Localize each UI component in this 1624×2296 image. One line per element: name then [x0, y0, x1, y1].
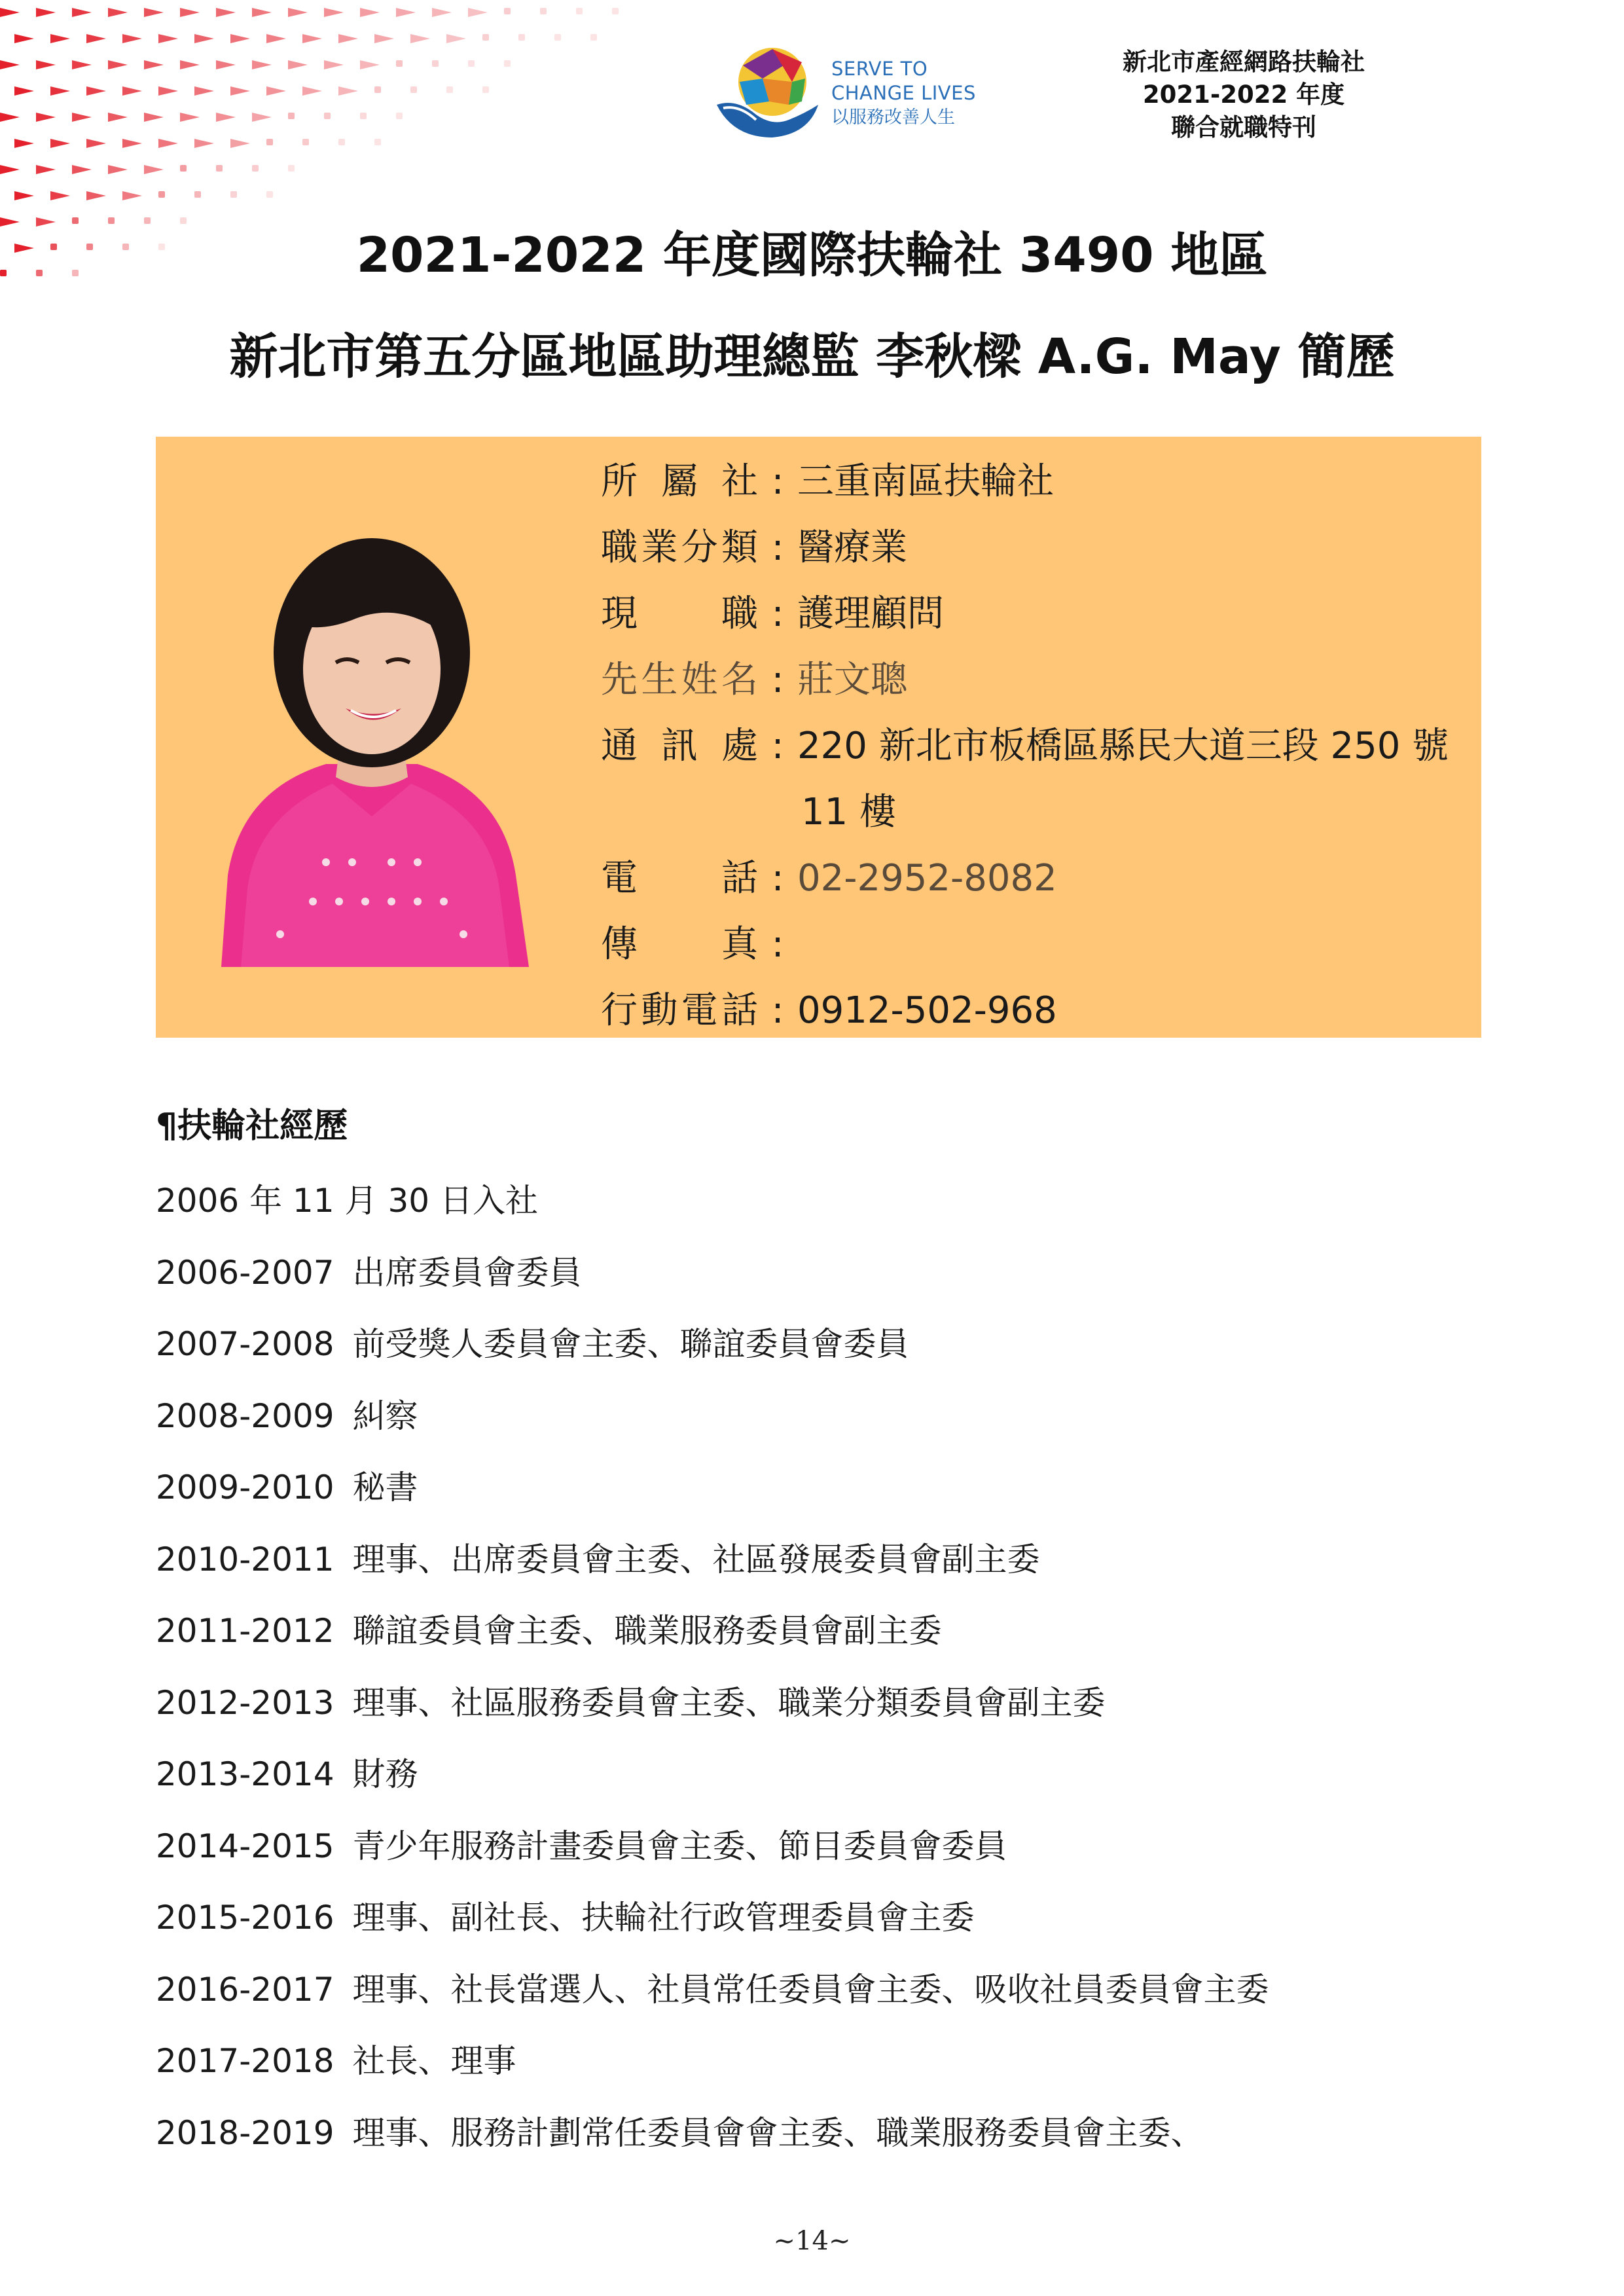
history-description: 理事、服務計劃常任委員會會主委、職業服務委員會主委、: [352, 2113, 1204, 2152]
decorative-mark: [36, 8, 56, 17]
decorative-mark: [230, 139, 250, 148]
decorative-mark: [338, 86, 358, 96]
decorative-mark: [252, 113, 272, 122]
history-item: [156, 1381, 1498, 1453]
decorative-mark: [410, 34, 430, 43]
header-year: 2021-2022 年度: [1142, 81, 1345, 109]
decorative-mark: [396, 8, 416, 17]
decorative-mark: [14, 34, 34, 43]
decorative-mark: [216, 8, 236, 17]
decorative-mark: [72, 60, 92, 69]
decorative-mark: [252, 165, 259, 172]
header-publication-info: [1060, 46, 1427, 144]
field-label: 所屬社: [601, 460, 758, 503]
decorative-mark: [216, 60, 236, 69]
decorative-mark: [86, 191, 106, 200]
decorative-mark: [0, 165, 20, 174]
history-year: 2011-2012: [156, 1612, 334, 1650]
field-label: 電話: [601, 857, 758, 900]
decorative-mark: [266, 34, 286, 43]
history-year: 2006 年 11 月 30 日入社: [156, 1182, 538, 1220]
history-item: [156, 2026, 1498, 2098]
field-value: 莊文聰: [797, 659, 907, 701]
decorative-mark: [432, 8, 452, 17]
profile-row: 現職 : 護理顧問: [601, 581, 1478, 647]
history-item: [156, 1524, 1498, 1596]
decorative-mark: [288, 8, 308, 17]
decorative-mark: [504, 8, 511, 14]
history-description: 糾察: [352, 1396, 418, 1435]
history-description: 聯誼委員會主委、職業服務委員會副主委: [352, 1612, 942, 1650]
field-value: 11 樓: [801, 791, 897, 833]
field-label: 現職: [601, 592, 758, 635]
history-year: 2013-2014: [156, 1755, 334, 1793]
decorative-mark: [612, 8, 619, 14]
decorative-mark: [122, 34, 142, 43]
decorative-mark: [324, 60, 344, 69]
history-item: [156, 2098, 1498, 2170]
decorative-mark: [360, 113, 367, 119]
decorative-mark: [72, 8, 92, 17]
rotary-history-list: [156, 1165, 1498, 2169]
history-description: 青少年服務計畫委員會主委、節目委員會委員: [352, 1827, 1007, 1865]
header-club: 新北市產經網路扶輪社: [1123, 48, 1365, 76]
history-description: 財務: [352, 1755, 418, 1793]
decorative-mark: [50, 139, 70, 148]
decorative-mark: [36, 113, 56, 122]
decorative-mark: [374, 86, 381, 93]
decorative-mark: [482, 34, 489, 41]
decorative-mark: [108, 113, 128, 122]
decorative-mark: [180, 8, 200, 17]
decorative-mark: [108, 60, 128, 69]
decorative-mark: [50, 34, 70, 43]
decorative-mark: [324, 113, 331, 119]
decorative-mark: [144, 165, 164, 174]
decorative-mark: [288, 60, 308, 69]
decorative-mark: [108, 8, 128, 17]
decorative-mark: [194, 86, 214, 96]
decorative-mark: [122, 139, 142, 148]
serve-to-change-lives-logo: [710, 43, 985, 141]
decorative-mark: [122, 86, 142, 96]
history-description: 理事、副社長、扶輪社行政管理委員會主委: [352, 1899, 975, 1937]
field-value: 醫療業: [797, 526, 907, 569]
globe-hands-icon: [710, 43, 821, 141]
field-label: 傳真: [601, 923, 758, 966]
decorative-mark: [158, 191, 165, 198]
decorative-mark: [410, 86, 417, 93]
decorative-mark: [288, 165, 295, 172]
field-value: 02-2952-8082: [797, 857, 1057, 900]
decorative-mark: [86, 139, 106, 148]
decorative-mark: [338, 34, 358, 43]
profile-row: 傳真 :: [601, 911, 1478, 977]
decorative-mark: [252, 8, 272, 17]
section-title-rotary-history: ¶扶輪社經歷: [156, 1106, 348, 1146]
decorative-mark: [252, 60, 272, 69]
profile-row: 電話 : 02-2952-8082: [601, 845, 1478, 911]
field-value: 護理顧問: [797, 592, 944, 635]
decorative-mark: [396, 113, 403, 119]
decorative-mark: [468, 8, 488, 17]
history-year: 2016-2017: [156, 1970, 334, 2009]
decorative-mark: [360, 8, 380, 17]
decorative-mark: [540, 8, 547, 14]
decorative-mark: [302, 86, 322, 96]
history-item: [156, 1811, 1498, 1883]
history-year: 2006-2007: [156, 1253, 334, 1292]
field-value: 0912-502-968: [797, 989, 1057, 1032]
decorative-mark: [338, 139, 345, 145]
field-label: 職業分類: [601, 526, 758, 569]
decorative-mark: [122, 191, 142, 200]
decorative-mark: [72, 113, 92, 122]
decorative-mark: [14, 86, 34, 96]
history-item: [156, 1667, 1498, 1740]
history-year: 2007-2008: [156, 1325, 334, 1363]
history-description: 理事、出席委員會主委、社區發展委員會副主委: [352, 1540, 1040, 1578]
decorative-mark: [266, 139, 273, 145]
history-year: 2017-2018: [156, 2042, 334, 2080]
decorative-mark: [144, 8, 164, 17]
decorative-mark: [72, 165, 92, 174]
decorative-mark: [230, 34, 250, 43]
decorative-mark: [554, 34, 561, 41]
decorative-mark: [230, 191, 237, 198]
profile-box: [156, 437, 1481, 1038]
decorative-mark: [180, 113, 200, 122]
decorative-mark: [158, 86, 178, 96]
profile-row: 行動電話 : 0912-502-968: [601, 977, 1478, 1044]
field-label: 先生姓名: [601, 659, 758, 701]
history-item: [156, 1165, 1498, 1237]
history-year: 2008-2009: [156, 1396, 334, 1435]
decorative-mark: [446, 34, 466, 43]
decorative-mark: [108, 165, 128, 174]
decorative-mark: [482, 86, 489, 93]
decorative-mark: [302, 34, 322, 43]
profile-fields: [601, 448, 1478, 1044]
decorative-mark: [180, 60, 200, 69]
history-item: [156, 1309, 1498, 1381]
decorative-mark: [468, 60, 475, 67]
profile-row: 所屬社 : 三重南區扶輪社: [601, 448, 1478, 515]
decorative-mark: [216, 165, 223, 172]
decorative-mark: [518, 34, 525, 41]
history-item: [156, 1739, 1498, 1811]
decorative-mark: [360, 60, 380, 69]
decorative-mark: [50, 86, 70, 96]
decorative-mark: [266, 191, 273, 198]
decorative-mark: [374, 139, 381, 145]
decorative-mark: [504, 60, 511, 67]
decorative-mark: [0, 60, 20, 69]
decorative-mark: [576, 8, 583, 14]
history-description: 理事、社長當選人、社員常任委員會主委、吸收社員委員會主委: [352, 1970, 1269, 2009]
field-value: 220 新北市板橋區縣民大道三段 250 號: [797, 725, 1449, 767]
decorative-mark: [230, 86, 250, 96]
decorative-mark: [590, 34, 597, 41]
logo-line1: SERVE TO: [831, 58, 928, 80]
page-title-line1: 2021-2022 年度國際扶輪社 3490 地區: [356, 227, 1268, 283]
decorative-mark: [158, 34, 178, 43]
decorative-mark: [288, 113, 295, 119]
page-number: ~14~: [773, 2226, 851, 2256]
decorative-mark: [446, 86, 453, 93]
decorative-mark: [14, 191, 34, 200]
history-item: [156, 1237, 1498, 1309]
logo-line2: CHANGE LIVES: [831, 82, 976, 104]
page-title-line2: 新北市第五分區地區助理總監 李秋樑 A.G. May 簡歷: [229, 329, 1395, 385]
history-description: 出席委員會委員: [352, 1253, 582, 1292]
history-year: 2018-2019: [156, 2113, 334, 2152]
history-description: 社長、理事: [352, 2042, 516, 2080]
decorative-mark: [324, 8, 344, 17]
decorative-mark: [0, 113, 20, 122]
history-description: 理事、社區服務委員會主委、職業分類委員會副主委: [352, 1683, 1106, 1722]
profile-row: 通訊處 : 220 新北市板橋區縣民大道三段 250 號: [601, 713, 1478, 779]
history-year: 2009-2010: [156, 1468, 334, 1506]
history-year: 2014-2015: [156, 1827, 334, 1865]
history-description: 前受獎人委員會主委、聯誼委員會委員: [352, 1325, 909, 1363]
history-year: 2012-2013: [156, 1683, 334, 1722]
decorative-mark: [36, 60, 56, 69]
decorative-mark: [144, 113, 164, 122]
decorative-mark: [36, 165, 56, 174]
profile-row: 先生姓名 : 莊文聰: [601, 647, 1478, 713]
decorative-mark: [194, 34, 214, 43]
decorative-mark: [86, 34, 106, 43]
decorative-mark: [266, 86, 286, 96]
history-item: [156, 1595, 1498, 1667]
decorative-mark: [374, 34, 394, 43]
history-item: [156, 1882, 1498, 1954]
field-value: 三重南區扶輪社: [797, 460, 1054, 503]
decorative-mark: [144, 60, 164, 69]
field-label: 行動電話: [601, 989, 758, 1032]
decorative-mark: [302, 139, 309, 145]
decorative-mark: [0, 8, 20, 17]
decorative-mark: [14, 139, 34, 148]
field-label: 通訊處: [601, 725, 758, 767]
logo-line3: 以服務改善人生: [831, 107, 955, 128]
profile-row-continuation: [601, 779, 1478, 845]
decorative-mark: [86, 86, 106, 96]
decorative-mark: [194, 139, 214, 148]
decorative-mark: [396, 60, 403, 67]
history-year: 2010-2011: [156, 1540, 334, 1578]
decorative-mark: [216, 113, 236, 122]
decorative-mark: [180, 165, 187, 172]
history-item: [156, 1452, 1498, 1524]
header-publication: 聯合就職特刊: [1171, 113, 1316, 141]
history-description: 秘書: [352, 1468, 418, 1506]
portrait-photo: [202, 509, 542, 967]
profile-row: 職業分類 : 醫療業: [601, 515, 1478, 581]
history-year: 2015-2016: [156, 1899, 334, 1937]
decorative-mark: [194, 191, 201, 198]
decorative-mark: [432, 60, 439, 67]
decorative-mark: [50, 191, 70, 200]
history-item: [156, 1954, 1498, 2026]
decorative-mark: [158, 139, 178, 148]
